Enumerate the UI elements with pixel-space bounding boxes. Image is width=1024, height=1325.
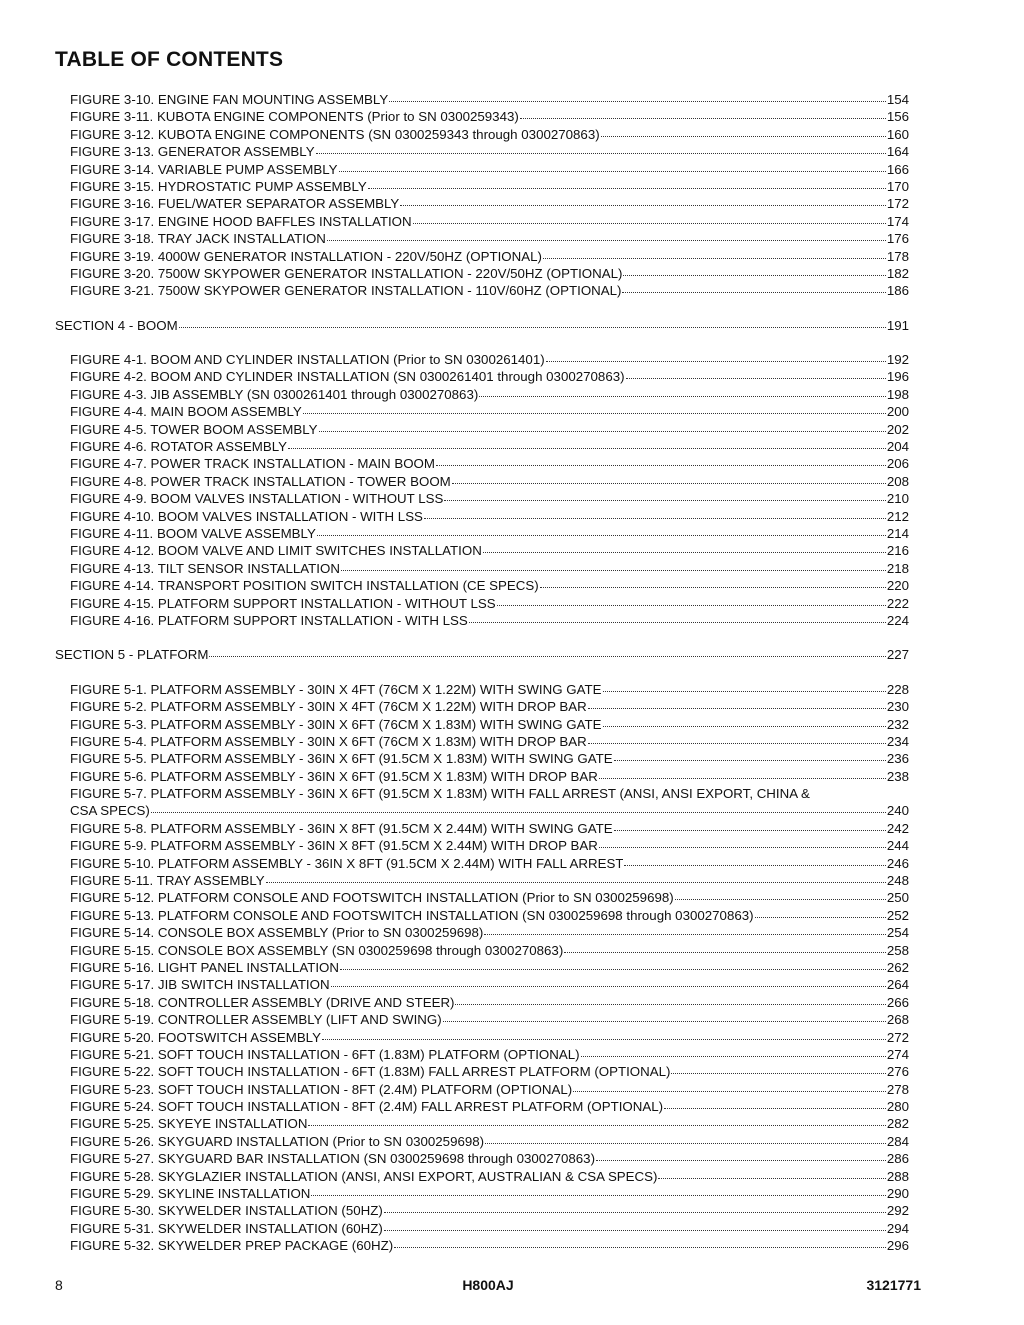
toc-entry-title: FIGURE 3-15. HYDROSTATIC PUMP ASSEMBLY [70,178,367,194]
toc-entry-page: 166 [886,161,909,177]
dot-leader [368,187,886,189]
toc-entry-title: FIGURE 3-20. 7500W SKYPOWER GENERATOR INSTALLATION - 220V/50HZ (OPTIONAL) [70,265,623,281]
dot-leader [469,621,886,623]
toc-entry[interactable] [55,1202,909,1219]
toc-entry-page: 242 [886,820,909,836]
dot-leader [327,239,886,241]
toc-entry-page: 224 [886,612,909,628]
toc-entry[interactable] [55,577,909,594]
dot-leader [179,326,886,328]
dot-leader [573,1090,886,1092]
dot-leader [384,1229,886,1231]
toc-entry-title: SECTION 4 - BOOM [55,317,178,333]
dot-leader [601,135,886,137]
dot-leader [436,464,886,466]
toc-entry[interactable] [55,1011,909,1028]
toc-entry[interactable] [55,438,909,455]
dot-leader [485,1142,886,1144]
dot-leader [624,864,885,866]
footer-model: H800AJ [462,1277,514,1293]
toc-entry-title: FIGURE 5-6. PLATFORM ASSEMBLY - 36IN X 6FT (91.5CM X 1.83M) WITH DROP BAR [70,768,598,784]
toc-entry[interactable] [55,802,909,819]
toc-entry[interactable] [55,1150,909,1167]
toc-entry-page: 210 [886,491,909,507]
dot-leader [339,170,886,172]
toc-entry-page: 228 [886,681,909,697]
toc-entry-page: 174 [886,213,909,229]
toc-entry[interactable] [55,595,909,612]
toc-entry-title: FIGURE 4-8. POWER TRACK INSTALLATION - TOWER BOOM [70,473,451,489]
toc-entry-title: FIGURE 5-15. CONSOLE BOX ASSEMBLY (SN 0300259698 through 0300270863) [70,942,564,958]
dot-leader [209,655,885,657]
toc-entry-page: 284 [886,1133,909,1149]
toc-entry[interactable] [55,1063,909,1080]
toc-entry[interactable] [55,1220,909,1237]
toc-entry[interactable] [55,1185,909,1202]
dot-leader [588,707,886,709]
toc-entry-page: 200 [886,404,909,420]
toc-entry-title: FIGURE 5-16. LIGHT PANEL INSTALLATION [70,959,339,975]
toc-entry-page: 164 [886,144,909,160]
dot-leader [603,725,886,727]
dot-leader [319,430,886,432]
dot-leader [316,152,886,154]
toc-entry-page: 186 [886,283,909,299]
toc-entry-page: 290 [886,1186,909,1202]
toc-entry-page: 206 [886,456,909,472]
toc-entry-title: FIGURE 5-31. SKYWELDER INSTALLATION (60HZ) [70,1220,383,1236]
dot-leader [424,517,886,519]
toc-section-entry[interactable] [55,317,909,334]
dot-leader [614,759,886,761]
toc-section-entry[interactable] [55,646,909,663]
toc-entry[interactable] [55,368,909,385]
toc-entry-title: FIGURE 5-12. PLATFORM CONSOLE AND FOOTSWITCH INSTALLATION (Prior to SN 0300259698) [70,890,674,906]
toc-entry-title: FIGURE 3-10. ENGINE FAN MOUNTING ASSEMBLY [70,92,389,107]
toc-entry-line [55,785,909,802]
toc-entry-page: 176 [886,231,909,247]
toc-entry-title: FIGURE 3-16. FUEL/WATER SEPARATOR ASSEMBLY [70,196,400,212]
toc-entry[interactable] [55,126,909,143]
toc-entry-page: 154 [886,92,909,107]
toc-entry-page: 296 [886,1238,909,1254]
toc-entry-title: FIGURE 3-18. TRAY JACK INSTALLATION [70,231,326,247]
toc-entry-page: 196 [886,369,909,385]
toc-entry-page: 258 [886,942,909,958]
toc-entry[interactable] [55,994,909,1011]
toc-entry-title: FIGURE 4-14. TRANSPORT POSITION SWITCH INSTALLATION (CE SPECS) [70,578,539,594]
toc-entry-title: FIGURE 5-22. SOFT TOUCH INSTALLATION - 6FT (1.83M) FALL ARREST PLATFORM (OPTIONAL) [70,1064,671,1080]
dot-leader [564,951,886,953]
toc-entry[interactable] [55,508,909,525]
toc-entry[interactable] [55,1098,909,1115]
toc-entry[interactable] [55,560,909,577]
dot-leader [603,690,886,692]
toc-entry-title: FIGURE 4-4. MAIN BOOM ASSEMBLY [70,404,302,420]
toc-entry-title: FIGURE 3-19. 4000W GENERATOR INSTALLATION - 220V/50HZ (OPTIONAL) [70,248,542,264]
toc-entry-title: FIGURE 5-21. SOFT TOUCH INSTALLATION - 6FT (1.83M) PLATFORM (OPTIONAL) [70,1046,580,1062]
toc-entry[interactable] [55,976,909,993]
toc-entry[interactable] [55,942,909,959]
toc-entry-title: FIGURE 5-13. PLATFORM CONSOLE AND FOOTSWITCH INSTALLATION (SN 0300259698 through 0300270863) [70,907,754,923]
footer-doc-number: 3121771 [866,1277,921,1293]
toc-entry-page: 244 [886,838,909,854]
toc-entry-title: FIGURE 4-16. PLATFORM SUPPORT INSTALLATION - WITH LSS [70,612,468,628]
toc-entry-title: FIGURE 4-1. BOOM AND CYLINDER INSTALLATION (Prior to SN 0300261401) [70,352,545,368]
toc-entry-title: FIGURE 5-9. PLATFORM ASSEMBLY - 36IN X 8FT (91.5CM X 2.44M) WITH DROP BAR [70,838,598,854]
dot-leader [671,1072,885,1074]
toc-entry-title: FIGURE 5-19. CONTROLLER ASSEMBLY (LIFT AND SWING) [70,1012,442,1028]
toc-entry-title: FIGURE 5-27. SKYGUARD BAR INSTALLATION (SN 0300259698 through 0300270863) [70,1151,595,1167]
toc-entry[interactable] [55,1133,909,1150]
dot-leader [341,569,886,571]
toc-entry-title: FIGURE 5-8. PLATFORM ASSEMBLY - 36IN X 8FT (91.5CM X 2.44M) WITH SWING GATE [70,820,613,836]
dot-leader [288,447,886,449]
toc-entry[interactable] [55,178,909,195]
dot-leader [755,916,886,918]
toc-entry-page: 252 [886,907,909,923]
dot-leader [622,291,885,293]
toc-entry-title: FIGURE 4-15. PLATFORM SUPPORT INSTALLATION - WITHOUT LSS [70,595,496,611]
toc-entry[interactable] [55,837,909,854]
toc-entry-title: FIGURE 5-30. SKYWELDER INSTALLATION (50HZ) [70,1203,383,1219]
dot-leader [479,395,886,397]
toc-entry-page: 266 [886,994,909,1010]
toc-entry-page: 262 [886,959,909,975]
toc-entry-title: FIGURE 4-7. POWER TRACK INSTALLATION - MAIN BOOM [70,456,435,472]
toc-entry[interactable] [55,108,909,125]
toc-entry[interactable] [55,230,909,247]
dot-leader [520,117,886,119]
toc-entry-title-continued: CSA SPECS) [70,803,150,819]
toc-entry[interactable] [55,872,909,889]
dot-leader [675,898,886,900]
dot-leader [303,412,886,414]
toc-entry-page: 248 [886,873,909,889]
toc-entry-title: FIGURE 5-24. SOFT TOUCH INSTALLATION - 8FT (2.4M) FALL ARREST PLATFORM (OPTIONAL) [70,1099,664,1115]
toc-entry-page: 294 [886,1220,909,1236]
dot-leader [658,1177,885,1179]
toc-entry-title: SECTION 5 - PLATFORM [55,647,209,663]
toc-entry-page: 227 [886,647,909,663]
toc-entry-title: FIGURE 3-11. KUBOTA ENGINE COMPONENTS (Prior to SN 0300259343) [70,109,519,125]
toc-entry-title: FIGURE 4-9. BOOM VALVES INSTALLATION - WITHOUT LSS [70,491,444,507]
toc-entry[interactable] [55,889,909,906]
dot-leader [413,222,886,224]
toc-entry[interactable] [55,455,909,472]
toc-entry-page: 268 [886,1012,909,1028]
toc-entry-page: 236 [886,751,909,767]
dot-leader [497,604,886,606]
dot-leader [614,829,886,831]
toc-entry-page: 202 [886,421,909,437]
toc-entry[interactable] [55,612,909,629]
dot-leader [599,777,886,779]
toc-entry-page: 232 [886,716,909,732]
toc-entry-page: 218 [886,560,909,576]
toc-entry-page: 238 [886,768,909,784]
toc-entry-title: FIGURE 4-12. BOOM VALVE AND LIMIT SWITCHES INSTALLATION [70,543,482,559]
toc-entry-page: 264 [886,977,909,993]
toc-entry-page: 288 [886,1168,909,1184]
toc-entry[interactable] [55,681,909,698]
toc-entry-page: 286 [886,1151,909,1167]
toc-entry-title: FIGURE 4-10. BOOM VALVES INSTALLATION - WITH LSS [70,508,423,524]
toc-entry-page: 198 [886,386,909,402]
dot-leader [151,811,886,813]
toc-entry-page: 234 [886,733,909,749]
toc-entry-page: 254 [886,925,909,941]
toc-entry-title: FIGURE 5-11. TRAY ASSEMBLY [70,873,265,889]
footer-page-number: 8 [55,1277,63,1293]
toc-entry-page: 178 [886,248,909,264]
toc-entry-title: FIGURE 5-1. PLATFORM ASSEMBLY - 30IN X 4FT (76CM X 1.22M) WITH SWING GATE [70,681,602,697]
toc-entry-page: 214 [886,525,909,541]
toc-entry[interactable] [55,1237,909,1254]
toc-entry-title: FIGURE 5-18. CONTROLLER ASSEMBLY (DRIVE AND STEER) [70,994,455,1010]
dot-leader [394,1246,886,1248]
dot-leader [308,1124,885,1126]
dot-leader [389,100,886,102]
dot-leader [623,274,885,276]
toc-entry-title: FIGURE 5-17. JIB SWITCH INSTALLATION [70,977,330,993]
toc-entry-title: FIGURE 5-10. PLATFORM ASSEMBLY - 36IN X 8FT (91.5CM X 2.44M) WITH FALL ARREST [70,855,624,871]
toc-entry-page: 191 [886,317,909,333]
dot-leader [599,846,886,848]
toc-entry-title: FIGURE 5-23. SOFT TOUCH INSTALLATION - 8FT (2.4M) PLATFORM (OPTIONAL) [70,1081,573,1097]
toc-entry[interactable] [55,716,909,733]
toc-entry[interactable] [55,525,909,542]
toc-entry-title: FIGURE 3-17. ENGINE HOOD BAFFLES INSTALLATION [70,213,412,229]
toc-entry-title: FIGURE 5-25. SKYEYE INSTALLATION [70,1116,308,1132]
dot-leader [588,742,886,744]
toc-entry-title: FIGURE 4-13. TILT SENSOR INSTALLATION [70,560,340,576]
toc-entry[interactable] [55,403,909,420]
toc-entry[interactable] [55,143,909,160]
toc-entry[interactable] [55,1115,909,1132]
dot-leader [452,482,886,484]
dot-leader [664,1107,886,1109]
toc-entry-page: 212 [886,508,909,524]
toc-entry[interactable] [55,195,909,212]
toc-entry-title: FIGURE 4-2. BOOM AND CYLINDER INSTALLATION (SN 0300261401 through 0300270863) [70,369,625,385]
toc-entry-page: 170 [886,178,909,194]
toc-entry[interactable] [55,282,909,299]
toc-entry-page: 160 [886,126,909,142]
toc-entry-title: FIGURE 5-28. SKYGLAZIER INSTALLATION (ANSI, ANSI EXPORT, AUSTRALIAN & CSA SPECS) [70,1168,658,1184]
toc-entry[interactable] [55,959,909,976]
dot-leader [384,1211,886,1213]
dot-leader [540,586,886,588]
dot-leader [443,1020,886,1022]
toc-entry[interactable] [55,1168,909,1185]
toc-entry-page: 230 [886,699,909,715]
toc-list [55,91,909,1255]
toc-entry-title: FIGURE 5-7. PLATFORM ASSEMBLY - 36IN X 6FT (91.5CM X 1.83M) WITH FALL ARREST (ANSI, ANSI EXPORT, CHINA & [70,786,810,802]
toc-entry[interactable] [55,542,909,559]
toc-entry-page: 240 [886,803,909,819]
toc-entry-title: FIGURE 5-3. PLATFORM ASSEMBLY - 30IN X 6FT (76CM X 1.83M) WITH SWING GATE [70,716,602,732]
dot-leader [340,968,886,970]
dot-leader [455,1003,885,1005]
toc-entry-title: FIGURE 5-14. CONSOLE BOX ASSEMBLY (Prior to SN 0300259698) [70,925,484,941]
toc-entry[interactable] [55,421,909,438]
toc-entry-page: 204 [886,439,909,455]
toc-entry-page: 208 [886,473,909,489]
toc-entry[interactable] [55,161,909,178]
toc-entry-title: FIGURE 3-13. GENERATOR ASSEMBLY [70,144,315,160]
toc-entry-title: FIGURE 3-14. VARIABLE PUMP ASSEMBLY [70,161,338,177]
toc-entry[interactable] [55,265,909,282]
page-footer [55,1277,921,1297]
toc-entry-title: FIGURE 5-26. SKYGUARD INSTALLATION (Prior to SN 0300259698) [70,1133,485,1149]
toc-entry-title: FIGURE 5-2. PLATFORM ASSEMBLY - 30IN X 4FT (76CM X 1.22M) WITH DROP BAR [70,699,587,715]
page-title: TABLE OF CONTENTS [55,48,284,71]
dot-leader [400,204,886,206]
toc-entry-page: 272 [886,1029,909,1045]
toc-entry-page: 282 [886,1116,909,1132]
toc-entry[interactable] [55,750,909,767]
toc-entry-page: 172 [886,196,909,212]
dot-leader [322,1038,886,1040]
toc-entry-title: FIGURE 5-4. PLATFORM ASSEMBLY - 30IN X 6FT (76CM X 1.83M) WITH DROP BAR [70,733,587,749]
toc-entry-page: 276 [886,1064,909,1080]
toc-entry-page: 216 [886,543,909,559]
dot-leader [266,881,886,883]
toc-entry-title: FIGURE 5-20. FOOTSWITCH ASSEMBLY [70,1029,321,1045]
toc-entry-page: 274 [886,1046,909,1062]
dot-leader [444,499,885,501]
toc-entry[interactable] [55,1081,909,1098]
toc-entry[interactable] [55,733,909,750]
dot-leader [546,360,886,362]
toc-entry[interactable] [55,386,909,403]
toc-entry[interactable] [55,351,909,368]
dot-leader [626,377,886,379]
toc-entry[interactable] [55,1029,909,1046]
dot-leader [331,985,886,987]
toc-entry[interactable] [55,698,909,715]
toc-entry-title: FIGURE 5-32. SKYWELDER PREP PACKAGE (60HZ) [70,1238,394,1254]
toc-entry[interactable] [55,473,909,490]
toc-entry-page: 182 [886,265,909,281]
dot-leader [311,1194,885,1196]
toc-entry[interactable] [55,907,909,924]
toc-entry-title: FIGURE 4-6. ROTATOR ASSEMBLY [70,439,287,455]
toc-entry[interactable] [55,855,909,872]
dot-leader [543,257,886,259]
dot-leader [596,1159,886,1161]
toc-entry-page: 222 [886,595,909,611]
toc-entry-title: FIGURE 5-29. SKYLINE INSTALLATION [70,1186,311,1202]
toc-entry-page: 246 [886,855,909,871]
dot-leader [483,551,886,553]
dot-leader [484,933,885,935]
toc-entry[interactable] [55,490,909,507]
toc-entry-page: 220 [886,578,909,594]
toc-entry-page: 292 [886,1203,909,1219]
toc-entry-title: FIGURE 3-12. KUBOTA ENGINE COMPONENTS (SN 0300259343 through 0300270863) [70,126,600,142]
dot-leader [581,1055,886,1057]
toc-entry-title: FIGURE 4-5. TOWER BOOM ASSEMBLY [70,421,318,437]
toc-entry[interactable] [55,248,909,265]
toc-entry[interactable] [55,924,909,941]
toc-entry[interactable] [55,768,909,785]
dot-leader [317,534,886,536]
toc-entry-page: 278 [886,1081,909,1097]
toc-entry-page: 156 [886,109,909,125]
toc-entry[interactable] [55,213,909,230]
toc-entry[interactable] [55,820,909,837]
toc-entry-title: FIGURE 5-5. PLATFORM ASSEMBLY - 36IN X 6FT (91.5CM X 1.83M) WITH SWING GATE [70,751,613,767]
toc-entry[interactable] [55,91,909,108]
toc-entry-page: 192 [886,352,909,368]
toc-entry-page: 250 [886,890,909,906]
toc-entry-title: FIGURE 4-3. JIB ASSEMBLY (SN 0300261401 through 0300270863) [70,386,479,402]
toc-entry-page: 280 [886,1099,909,1115]
toc-entry-title: FIGURE 4-11. BOOM VALVE ASSEMBLY [70,525,316,541]
toc-entry-title: FIGURE 3-21. 7500W SKYPOWER GENERATOR INSTALLATION - 110V/60HZ (OPTIONAL) [70,283,622,299]
toc-entry[interactable] [55,1046,909,1063]
